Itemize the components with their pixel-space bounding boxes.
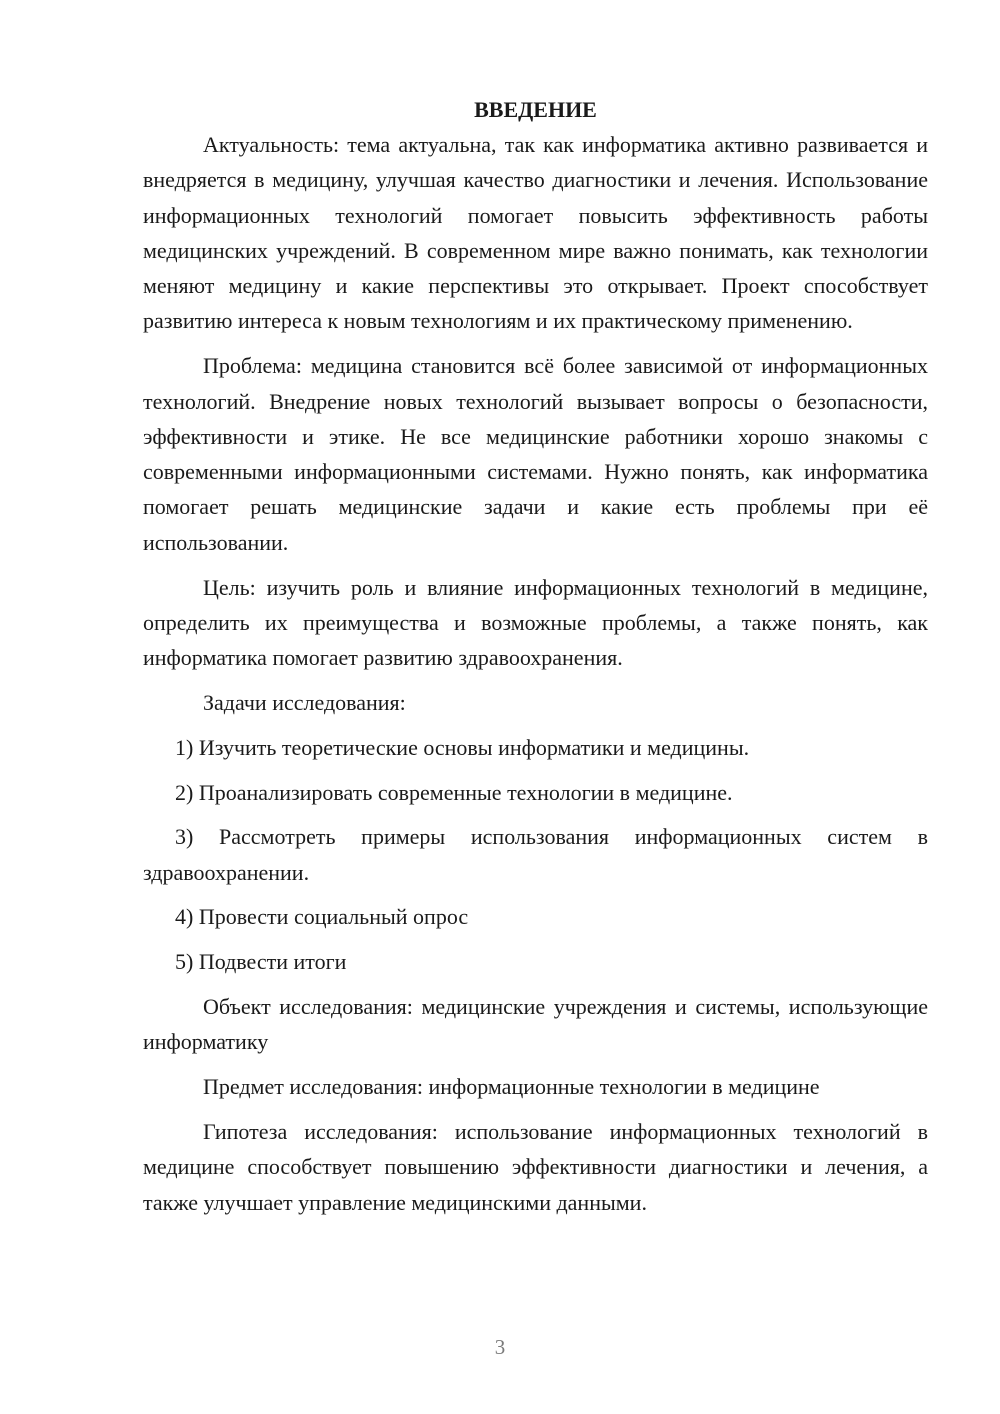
paragraph-object: Объект исследования: медицинские учреждения и системы, использующие информатику <box>143 994 928 1055</box>
page-number: 3 <box>494 1335 506 1359</box>
tasks-heading: Задачи исследования: <box>203 689 406 715</box>
task-item-2: 2) Проанализировать современные технологии в медицине. <box>175 779 733 805</box>
page-title: ВВЕДЕНИЕ <box>474 97 597 122</box>
task-item-3: 3) Рассмотреть примеры использования информационных систем в здравоохранении. <box>143 824 928 885</box>
task-item-5: 5) Подвести итоги <box>175 949 347 975</box>
paragraph-hypothesis: Гипотеза исследования: использование информационных технологий в медицине способствует повышению эффективности диагностики и лечения, а также улучшает управление медицинскими данными. <box>143 1118 928 1215</box>
task-item-4: 4) Провести социальный опрос <box>175 904 469 930</box>
paragraph-problem: Проблема: медицина становится всё более зависимой от информационных технологий. Внедрение новых технологий вызывает вопросы о безопасности, эффективности и этике. Не все медицинские работники хорошо знакомы с современными информационными системами. Нужно понять, как информатика помогает решать медицинские задачи и какие есть проблемы при её использовании. <box>143 353 928 555</box>
paragraph-relevance: Актуальность: тема актуальна, так как информатика активно развивается и внедряется в медицину, улучшая качество диагностики и лечения. Использование информационных технологий помогает повысить эффективность работы медицинских учреждений. В современном мире важно понимать, как технологии меняют медицину и какие перспективы это открывает. Проект способствует развитию интереса к новым технологиям и их практическому применению. <box>143 132 928 334</box>
task-item-1: 1) Изучить теоретические основы информатики и медицины. <box>175 734 750 760</box>
paragraph-goal: Цель: изучить роль и влияние информационных технологий в медицине, определить их преимущества и возможные проблемы, а также понять, как информатика помогает развитию здравоохранения. <box>143 574 928 671</box>
document-page <box>143 92 928 1220</box>
paragraph-subject: Предмет исследования: информационные технологии в медицине <box>203 1074 820 1100</box>
